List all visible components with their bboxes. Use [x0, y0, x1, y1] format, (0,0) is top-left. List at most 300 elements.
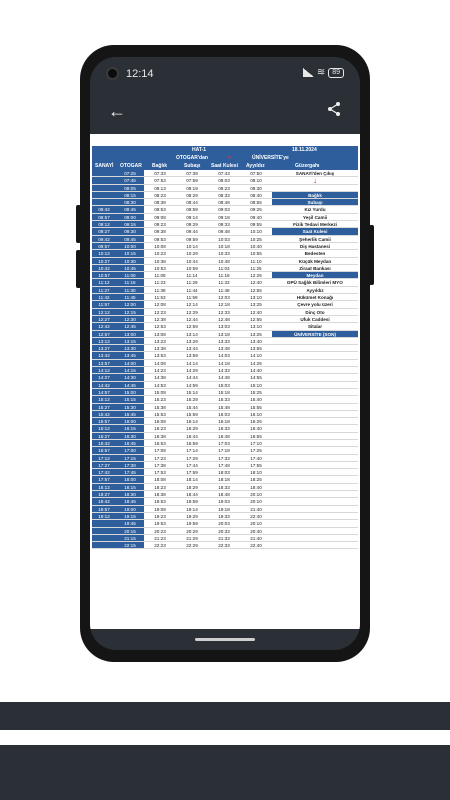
table-row: [92, 506, 358, 513]
time-cell: 13:59: [186, 353, 198, 359]
time-cell: 10:23: [154, 251, 166, 257]
time-cell: 19:14: [186, 506, 198, 512]
time-cell: 16:12: [92, 425, 116, 431]
col-header-sanayi: SANAYİ: [95, 163, 114, 169]
table-row: [92, 236, 358, 243]
route-stop: [272, 491, 358, 497]
time-cell: 12:38: [154, 316, 166, 322]
time-cell: 15:44: [186, 404, 198, 410]
time-cell: 11:10: [250, 258, 262, 264]
route-stop: [272, 455, 358, 461]
time-cell: 17:44: [186, 462, 198, 468]
time-cell: 09:33: [218, 222, 230, 228]
down-arrow-icon: ↓: [313, 177, 317, 184]
time-cell: 15:30: [116, 404, 144, 410]
table-row: [92, 243, 358, 250]
direction-heart-icon: ♥: [228, 155, 231, 161]
time-cell: 16:10: [250, 411, 262, 417]
time-cell: 12:42: [92, 323, 116, 329]
time-cell: 08:59: [186, 207, 198, 213]
time-cell: 15:29: [186, 397, 198, 403]
time-cell: 08:44: [186, 200, 198, 206]
time-cell: 08:53: [154, 207, 166, 213]
time-cell: 13:48: [218, 346, 230, 352]
time-cell: 15:15: [116, 396, 144, 402]
time-cell: 16:48: [218, 433, 230, 439]
time-cell: 11:08: [154, 273, 166, 279]
time-cell: 14:55: [250, 375, 262, 381]
time-cell: [92, 535, 116, 541]
table-row: [92, 455, 358, 462]
route-stop: [272, 520, 358, 526]
route-stop: Hükümet Konağı: [296, 295, 334, 301]
time-cell: 14:18: [218, 360, 230, 366]
table-row: [92, 185, 358, 192]
time-cell: 15:23: [154, 397, 166, 403]
time-cell: 16:38: [154, 433, 166, 439]
route-stop: [272, 404, 358, 410]
time-cell: 12:15: [116, 309, 144, 315]
time-cell: 10:00: [116, 243, 144, 249]
table-row: [92, 294, 358, 301]
time-cell: 09:08: [154, 214, 166, 220]
route-stop: [272, 352, 358, 358]
time-cell: 18:30: [116, 491, 144, 497]
time-cell: 13:08: [154, 331, 166, 337]
time-cell: 21:23: [154, 535, 166, 541]
time-cell: 14:12: [92, 367, 116, 373]
time-cell: 18:12: [92, 484, 116, 490]
table-row: [92, 360, 358, 367]
time-cell: 18:00: [116, 476, 144, 482]
route-stop: Bedesten: [304, 251, 326, 257]
time-cell: 13:25: [250, 331, 262, 337]
time-cell: 12:08: [154, 302, 166, 308]
time-cell: 09:59: [186, 236, 198, 242]
time-cell: 10:27: [92, 258, 116, 264]
time-cell: 19:29: [186, 513, 198, 519]
time-cell: 11:03: [218, 265, 230, 271]
time-cell: 13:10: [250, 324, 262, 330]
time-cell: 13:57: [92, 360, 116, 366]
time-cell: 17:27: [92, 462, 116, 468]
time-cell: [92, 192, 116, 198]
time-cell: 07:25: [116, 170, 144, 176]
route-stop: [272, 506, 358, 512]
time-cell: 19:33: [218, 513, 230, 519]
time-cell: 19:45: [116, 520, 144, 526]
time-cell: 19:59: [186, 521, 198, 527]
route-stop: Bağlık: [272, 192, 358, 198]
route-stop: [272, 411, 358, 417]
share-icon[interactable]: [326, 101, 342, 122]
time-cell: 15:03: [218, 382, 230, 388]
time-cell: 12:55: [250, 316, 262, 322]
time-cell: 07:59: [186, 178, 198, 184]
time-cell: 18:08: [154, 477, 166, 483]
time-cell: 09:40: [250, 214, 262, 220]
route-stop: Ufuk Caddesi: [300, 316, 330, 322]
time-cell: 14:59: [186, 382, 198, 388]
time-cell: 11:27: [92, 287, 116, 293]
table-row: [92, 491, 358, 498]
time-cell: 19:15: [116, 513, 144, 519]
back-arrow-icon[interactable]: ←: [108, 101, 126, 121]
time-cell: 18:45: [116, 498, 144, 504]
time-cell: 09:57: [92, 243, 116, 249]
route-code: HAT-1: [192, 147, 207, 153]
time-cell: 15:08: [154, 389, 166, 395]
direction-to: ÜNİVERSİTE'ye: [252, 155, 289, 161]
time-cell: 09:29: [186, 222, 198, 228]
time-cell: 21:40: [250, 506, 262, 512]
status-icons: [303, 67, 344, 78]
time-cell: 10:14: [186, 243, 198, 249]
time-cell: 11:14: [186, 273, 198, 279]
time-cell: 13:29: [186, 338, 198, 344]
time-cell: 11:59: [186, 295, 198, 301]
home-indicator[interactable]: [195, 638, 255, 641]
table-row: [92, 352, 358, 359]
time-cell: 10:12: [92, 250, 116, 256]
time-cell: 15:38: [154, 404, 166, 410]
route-stop: [272, 447, 358, 453]
col-header-ayyildiz: Ayyıldız: [246, 163, 265, 169]
time-cell: 14:40: [250, 368, 262, 374]
time-cell: 08:57: [92, 214, 116, 220]
time-cell: 18:29: [186, 484, 198, 490]
time-cell: 19:00: [116, 506, 144, 512]
timetable-grid: [92, 170, 358, 549]
time-cell: 13:53: [154, 353, 166, 359]
route-stop: [272, 396, 358, 402]
time-cell: 12:44: [186, 316, 198, 322]
time-cell: 10:48: [218, 258, 230, 264]
time-cell: 16:29: [186, 426, 198, 432]
time-cell: 12:14: [186, 302, 198, 308]
time-cell: 17:12: [92, 455, 116, 461]
time-cell: 10:30: [116, 258, 144, 264]
time-cell: 22:40: [250, 543, 262, 549]
signal-icon: [303, 68, 314, 77]
time-cell: 09:23: [154, 222, 166, 228]
route-stop: [272, 476, 358, 482]
time-cell: 13:45: [116, 352, 144, 358]
time-cell: 13:33: [218, 338, 230, 344]
time-cell: 12:12: [92, 309, 116, 315]
time-cell: 11:30: [116, 287, 144, 293]
time-cell: 10:40: [250, 243, 262, 249]
table-row: [92, 192, 358, 199]
time-cell: 08:55: [250, 200, 262, 206]
time-cell: 08:23: [218, 185, 230, 191]
time-cell: 07:33: [154, 171, 166, 176]
time-cell: 22:33: [218, 543, 230, 549]
time-cell: 18:18: [218, 477, 230, 483]
route-stop: Subaşı: [272, 199, 358, 205]
table-row: [92, 316, 358, 323]
time-cell: 13:27: [92, 345, 116, 351]
image-viewer[interactable]: [90, 134, 360, 629]
route-stop: Kız Yurdu: [304, 207, 326, 213]
time-cell: 20:23: [154, 528, 166, 534]
time-cell: 16:40: [250, 426, 262, 432]
time-cell: 17:08: [154, 448, 166, 454]
table-row: [92, 411, 358, 418]
time-cell: 10:33: [218, 251, 230, 257]
time-cell: [92, 542, 116, 548]
time-cell: 11:42: [92, 294, 116, 300]
route-stop: Küçük Meydan: [298, 258, 332, 264]
time-cell: 15:53: [154, 411, 166, 417]
time-cell: 18:03: [218, 470, 230, 476]
sheet-title-row: [92, 146, 358, 154]
table-row: [92, 265, 358, 272]
time-cell: 09:45: [116, 236, 144, 242]
time-cell: 15:12: [92, 396, 116, 402]
table-row: [92, 447, 358, 454]
time-cell: 10:10: [250, 229, 262, 235]
time-cell: 10:03: [218, 236, 230, 242]
time-cell: 16:44: [186, 433, 198, 439]
route-stop: Saat Kulesi: [272, 228, 358, 234]
route-stop: Dinç Oto: [305, 309, 325, 315]
table-row: [92, 228, 358, 235]
time-cell: 20:29: [186, 528, 198, 534]
time-cell: 20:10: [250, 521, 262, 527]
time-cell: 09:55: [250, 222, 262, 228]
time-cell: 12:30: [116, 316, 144, 322]
time-cell: 15:48: [218, 404, 230, 410]
phone-frame: [80, 45, 370, 662]
battery-icon: 89: [328, 68, 344, 78]
time-cell: 18:57: [92, 506, 116, 512]
col-header-baglik: Bağlık: [152, 163, 168, 169]
time-cell: 15:00: [116, 389, 144, 395]
time-cell: 17:29: [186, 455, 198, 461]
time-cell: 16:00: [116, 418, 144, 424]
time-cell: 10:53: [154, 265, 166, 271]
time-cell: 15:25: [250, 389, 262, 395]
time-cell: 14:10: [250, 353, 262, 359]
table-row: [92, 250, 358, 257]
time-cell: 16:55: [250, 433, 262, 439]
time-cell: 18:23: [154, 484, 166, 490]
time-cell: 17:15: [116, 455, 144, 461]
time-cell: 18:48: [218, 492, 230, 498]
phone-screen: [90, 57, 360, 650]
timetable-date: 18.11.2024: [292, 147, 317, 153]
table-row: [92, 272, 358, 279]
time-cell: [92, 528, 116, 534]
time-cell: 10:55: [250, 251, 262, 257]
time-cell: 11:33: [218, 280, 230, 286]
time-cell: 14:08: [154, 360, 166, 366]
app-bar: [90, 97, 360, 131]
time-cell: 17:38: [154, 462, 166, 468]
time-cell: 11:15: [116, 279, 144, 285]
time-cell: 18:10: [250, 470, 262, 476]
route-stop: [272, 513, 358, 519]
time-cell: 14:29: [186, 368, 198, 374]
time-cell: 11:44: [186, 287, 198, 293]
time-cell: 10:57: [92, 272, 116, 278]
time-cell: 15:45: [116, 411, 144, 417]
time-cell: 13:23: [154, 338, 166, 344]
time-cell: 10:29: [186, 251, 198, 257]
time-cell: 10:45: [116, 265, 144, 271]
time-cell: 12:59: [186, 324, 198, 330]
time-cell: 13:15: [116, 338, 144, 344]
table-row: [92, 331, 358, 338]
time-cell: 08:13: [154, 185, 166, 191]
col-header-guzergah: Güzergahı: [295, 163, 320, 169]
route-stop: [272, 440, 358, 446]
time-cell: 10:25: [250, 236, 262, 242]
power-button: [369, 225, 374, 285]
time-cell: 09:30: [116, 228, 144, 234]
time-cell: 09:03: [218, 207, 230, 213]
time-cell: 08:33: [218, 192, 230, 198]
time-cell: 08:45: [116, 206, 144, 212]
table-row: [92, 177, 358, 184]
volume-down-button: [76, 250, 81, 288]
time-cell: 18:14: [186, 477, 198, 483]
time-cell: 09:38: [154, 229, 166, 235]
time-cell: 17:33: [218, 455, 230, 461]
time-cell: 14:48: [218, 375, 230, 381]
time-cell: 16:08: [154, 419, 166, 425]
time-cell: 13:18: [218, 331, 230, 337]
time-cell: 15:55: [250, 404, 262, 410]
time-cell: 14:57: [92, 389, 116, 395]
time-cell: 18:42: [92, 498, 116, 504]
time-cell: 18:59: [186, 499, 198, 505]
table-row: [92, 528, 358, 535]
time-cell: 15:59: [186, 411, 198, 417]
time-cell: 10:15: [116, 250, 144, 256]
time-cell: 16:57: [92, 447, 116, 453]
route-stop: SANAYİ'den Çıkış: [295, 171, 335, 176]
time-cell: 18:38: [154, 492, 166, 498]
time-cell: 18:27: [92, 491, 116, 497]
time-cell: 20:33: [218, 528, 230, 534]
table-row: [92, 374, 358, 381]
time-cell: 16:30: [116, 433, 144, 439]
time-cell: 11:45: [116, 294, 144, 300]
route-stop: [272, 498, 358, 504]
share-glyph: [326, 101, 342, 117]
route-stop: [272, 418, 358, 424]
time-cell: 08:10: [250, 178, 262, 184]
time-cell: 11:12: [92, 279, 116, 285]
route-stop: [272, 469, 358, 475]
time-cell: 13:10: [250, 295, 262, 301]
table-row: [92, 542, 358, 549]
time-cell: 14:14: [186, 360, 198, 366]
time-cell: 13:03: [218, 324, 230, 330]
table-row: [92, 418, 358, 425]
route-stop: [272, 374, 358, 380]
table-row: [92, 535, 358, 542]
camera-icon: [106, 67, 119, 80]
table-row: [92, 498, 358, 505]
time-cell: 14:45: [116, 382, 144, 388]
time-cell: 20:15: [116, 528, 144, 534]
time-cell: 09:25: [250, 207, 262, 213]
time-cell: 21:40: [250, 535, 262, 541]
time-cell: [92, 199, 116, 205]
route-stop: Diş Hastanesi: [299, 243, 331, 249]
status-time: 12:14: [126, 68, 154, 80]
route-stop: [272, 528, 358, 534]
time-cell: 18:44: [186, 492, 198, 498]
col-header-otogar: OTOGAR: [120, 163, 142, 169]
time-cell: 17:00: [116, 447, 144, 453]
time-cell: 18:25: [250, 477, 262, 483]
time-cell: 22:40: [250, 513, 262, 519]
table-row: [92, 338, 358, 345]
route-stop: [272, 185, 358, 191]
time-cell: 20:40: [250, 528, 262, 534]
table-row: [92, 382, 358, 389]
time-cell: 15:18: [218, 389, 230, 395]
time-cell: [92, 185, 116, 191]
route-stop: DPÜ Sağlık Bilimleri MYO: [287, 280, 343, 286]
time-cell: 08:30: [250, 185, 262, 191]
time-cell: 15:42: [92, 411, 116, 417]
table-row: [92, 199, 358, 206]
bottom-bar: [0, 745, 450, 800]
table-row: [92, 258, 358, 265]
time-cell: 07:45: [116, 177, 144, 183]
time-cell: 08:05: [116, 185, 144, 191]
time-cell: 16:45: [116, 440, 144, 446]
time-cell: 12:53: [154, 324, 166, 330]
time-cell: 10:42: [92, 265, 116, 271]
route-stop: [272, 345, 358, 351]
time-cell: 17:23: [154, 455, 166, 461]
time-cell: 08:29: [186, 192, 198, 198]
time-cell: 14:42: [92, 382, 116, 388]
time-cell: 16:42: [92, 440, 116, 446]
time-cell: 11:29: [186, 280, 198, 286]
time-cell: 13:38: [154, 346, 166, 352]
time-cell: 09:12: [92, 221, 116, 227]
route-stop: Fizik Tedavi Merkezi: [293, 222, 337, 228]
table-row: [92, 513, 358, 520]
time-cell: 15:33: [218, 397, 230, 403]
time-cell: 12:57: [92, 331, 116, 337]
route-stop: [272, 462, 358, 468]
route-stop: Ziraat Bankası: [299, 265, 331, 271]
time-cell: 17:30: [116, 462, 144, 468]
route-stop: Yeşil Camii: [302, 214, 328, 220]
time-cell: 11:25: [250, 265, 262, 271]
route-stop: Şeherlik Camii: [299, 236, 331, 242]
time-cell: 16:27: [92, 433, 116, 439]
volume-up-button: [76, 205, 81, 243]
time-cell: 19:12: [92, 513, 116, 519]
time-cell: 17:45: [116, 469, 144, 475]
table-row: [92, 206, 358, 213]
table-row: [92, 309, 358, 316]
table-row: [92, 433, 358, 440]
table-row: [92, 323, 358, 330]
table-row: [92, 301, 358, 308]
time-cell: 18:33: [218, 484, 230, 490]
route-stop: [272, 425, 358, 431]
